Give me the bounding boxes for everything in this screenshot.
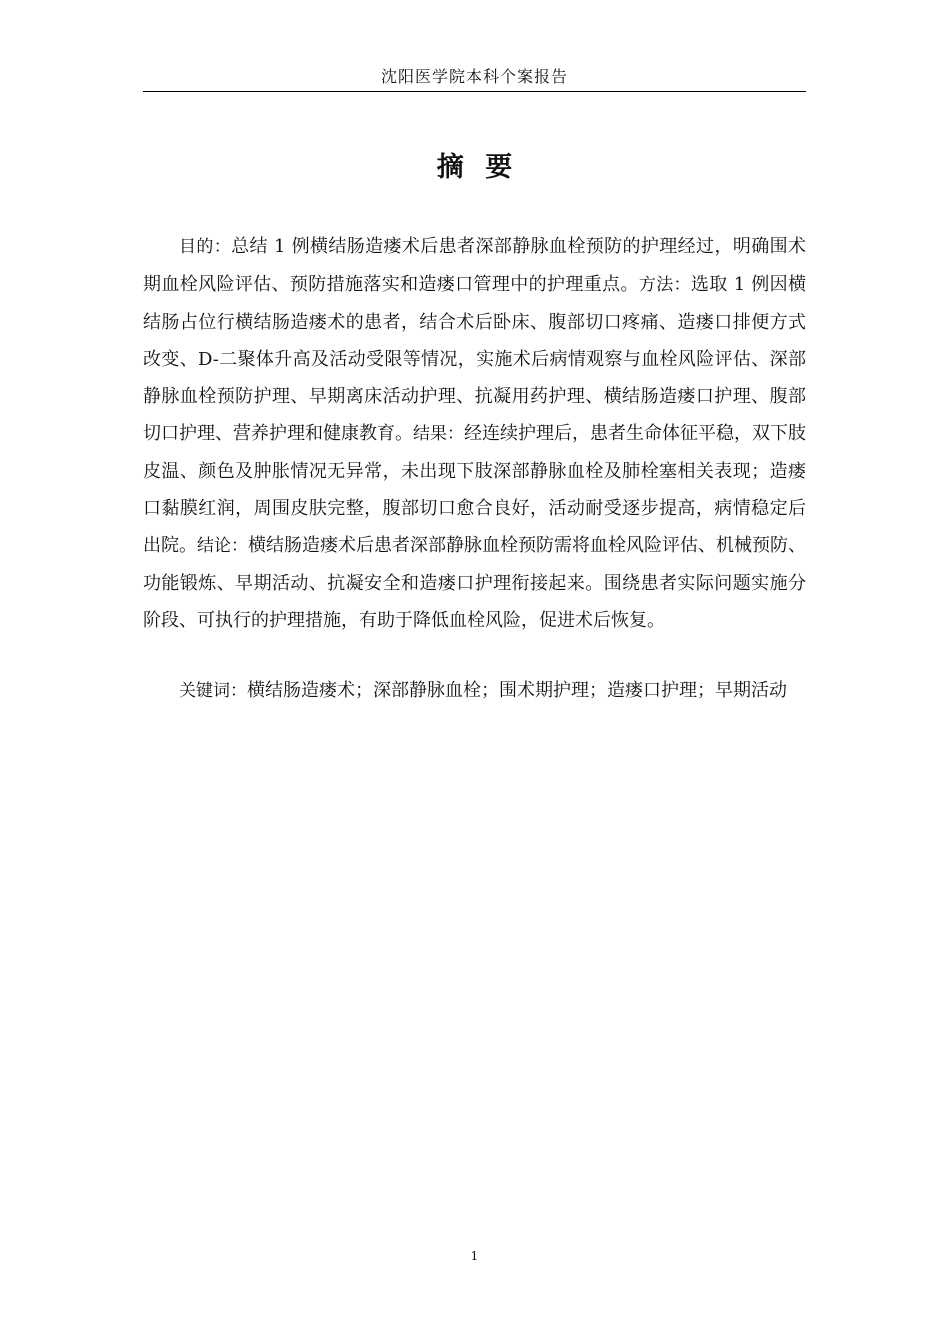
header-rule	[143, 91, 806, 92]
objective-text: 总结 1 例横结肠造瘘术后患者深部静脉血栓预防的护理经过，明确围术期血栓风险评估、预防措施落实和造瘘口管理中的护理重点。	[143, 236, 806, 295]
result-label: 结果：	[413, 424, 464, 444]
method-text: 选取 1 例因横结肠占位行横结肠造瘘术的患者，结合术后卧床、腹部切口疼痛、造瘘口排便方式改变、D-二聚体升高及活动受限等情况，实施术后病情观察与血栓风险评估、深部静脉血栓预防护理、早期离床活动护理、抗凝用药护理、横结肠造瘘口护理、腹部切口护理、营养护理和健康教育。	[143, 274, 806, 444]
objective-label: 目的：	[179, 237, 232, 257]
result-text: 经连续护理后，患者生命体征平稳，双下肢皮温、颜色及肿胀情况无异常，未出现下肢深部静脉血栓及肺栓塞相关表现；造瘘口黏膜红润，周围皮肤完整，腹部切口愈合良好，活动耐受逐步提高，病情稳定后出院。	[143, 423, 806, 556]
keywords-text: 横结肠造瘘术；深部静脉血栓；围术期护理；造瘘口护理；早期活动	[247, 680, 787, 701]
page-number: 1	[470, 1249, 479, 1263]
keywords-label: 关键词：	[179, 681, 247, 701]
abstract-title: 摘 要	[436, 152, 513, 183]
conclusion-text: 横结肠造瘘术后患者深部静脉血栓预防需将血栓风险评估、机械预防、功能锻炼、早期活动、抗凝安全和造瘘口护理衔接起来。围绕患者实际问题实施分阶段、可执行的护理措施，有助于降低血栓风险，促进术后恢复。	[143, 535, 806, 631]
keywords	[143, 672, 806, 710]
conclusion-label: 结论：	[197, 536, 248, 556]
abstract-body	[143, 228, 806, 639]
page-header: 沈阳医学院本科个案报告	[380, 67, 568, 86]
method-label: 方法：	[638, 275, 691, 295]
